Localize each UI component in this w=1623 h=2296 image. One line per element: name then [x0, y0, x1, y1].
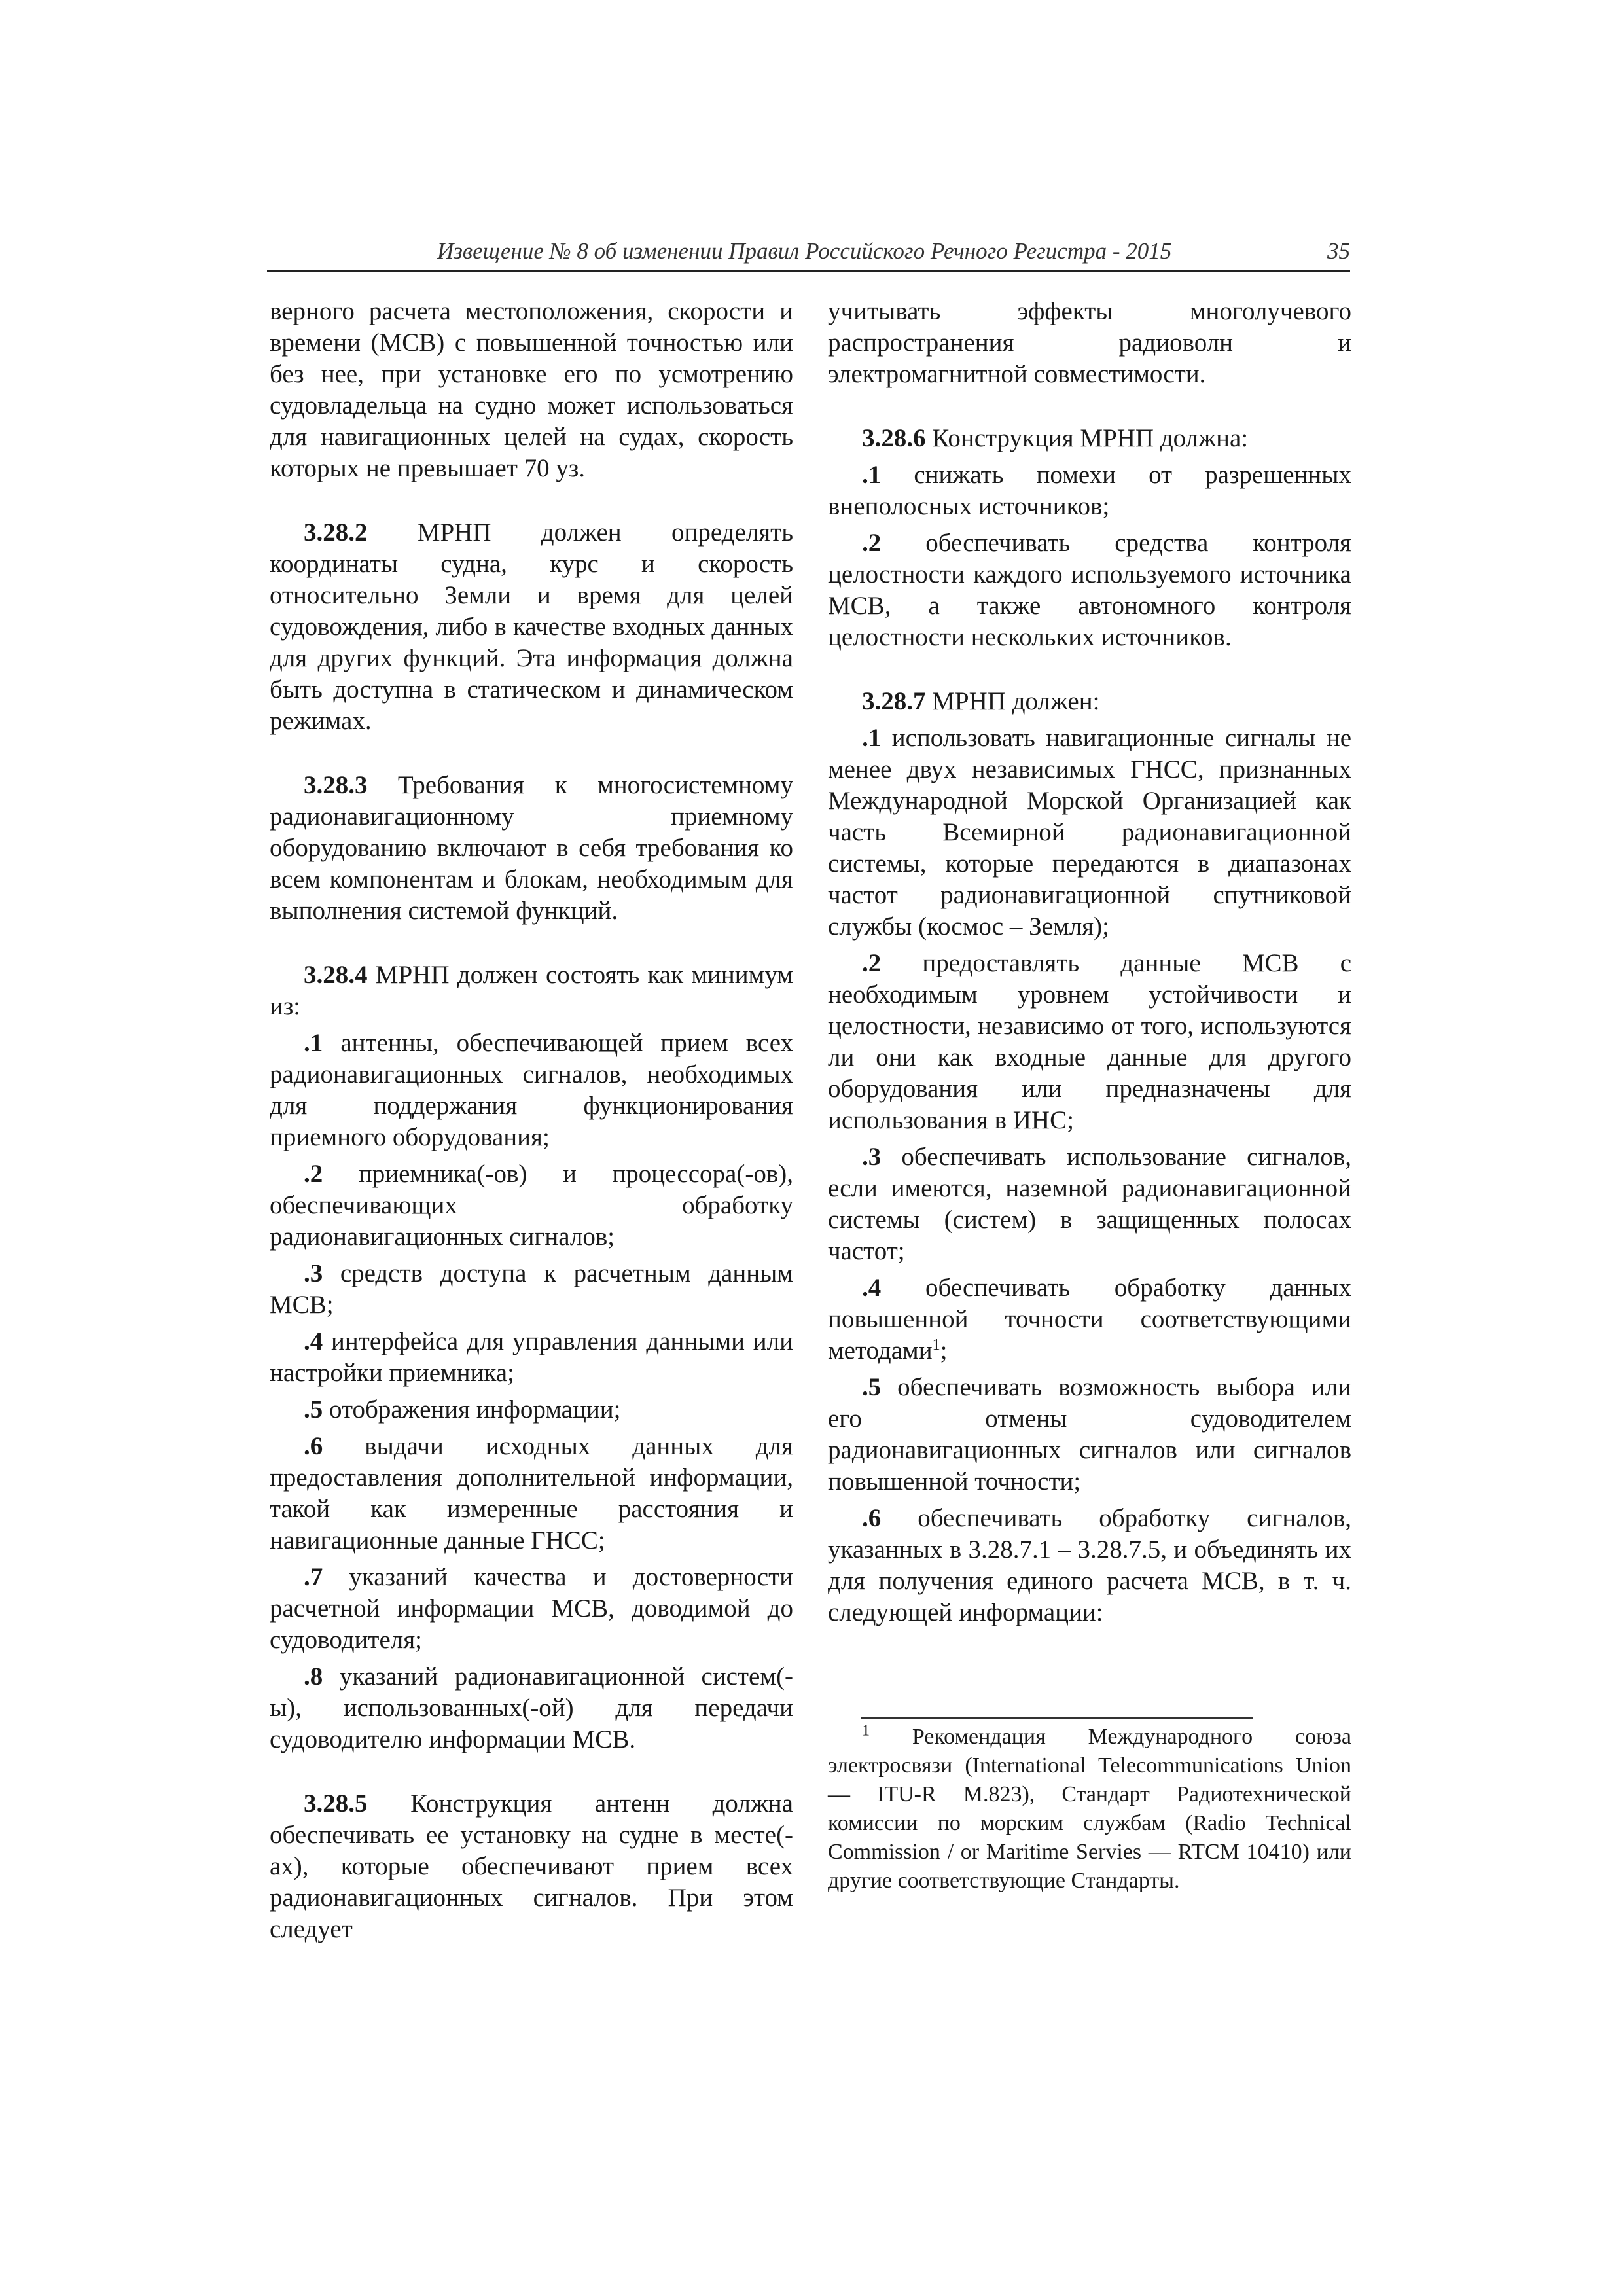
list-item	[828, 1372, 1351, 1498]
item-text: средств доступа к расчетным данным МСВ;	[270, 1259, 793, 1319]
footnote-text: Рекомендация Международного союза электросвязи (International Telecommunications Union — ITU-R M.823), Стандарт Радиотехнической комиссии по морским службам (Radio Technical Commission / or Maritime Servies — RTCM 10410) или другие соответствующие Стандарты.	[828, 1725, 1351, 1893]
section-text: МРНП должен состоять как минимум из:	[270, 961, 793, 1020]
section-3-28-3	[270, 770, 793, 927]
item-text: использовать навигационные сигналы не менее двух независимых ГНСС, признанных Международной Морской Организацией как часть Всемирной радионавигационной системы, которые передаются в диапазонах частот радионавигационной спутниковой службы (космос – Земля);	[828, 724, 1351, 941]
list-item	[270, 1661, 793, 1755]
footnote-mark: 1	[862, 1722, 870, 1740]
section-text: МРНП должен:	[925, 687, 1100, 715]
item-number: .2	[862, 949, 882, 977]
section-text: Конструкция МРНП должна:	[925, 424, 1249, 452]
item-number: .2	[304, 1160, 323, 1188]
item-text: обеспечивать использование сигналов, если имеются, наземной радионавигационной системы (систем) в защищенных полосах частот;	[828, 1143, 1351, 1265]
item-number: .6	[304, 1432, 323, 1460]
item-text: указаний радионавигационной систем(-ы), использованных(-ой) для передачи судоводителю информации МСВ.	[270, 1662, 793, 1753]
item-number: .1	[862, 461, 882, 489]
item-text: антенны, обеспечивающей прием всех радионавигационных сигналов, необходимых для поддержания функционирования приемного оборудования;	[270, 1029, 793, 1151]
right-column	[828, 296, 1351, 1895]
section-3-28-6	[828, 423, 1351, 454]
paragraph-continuation: учитывать эффекты многолучевого распространения радиоволн и электромагнитной совместимости.	[828, 297, 1351, 388]
section-number: 3.28.7	[862, 687, 926, 715]
page-number: 35	[1327, 238, 1350, 264]
item-number: .8	[304, 1662, 323, 1691]
section-text: Требования к многосистемному радионавигационному приемному оборудованию включают в себя требования ко всем компонентам и блокам, необходимым для выполнения системой функций.	[270, 771, 793, 925]
item-text: обеспечивать средства контроля целостности каждого используемого источника МСВ, а также автономного контроля целостности нескольких источников.	[828, 529, 1351, 651]
item-number: .1	[304, 1029, 323, 1057]
item-text: обеспечивать возможность выбора или его отмены судоводителем радионавигационных сигналов или сигналов повышенной точности;	[828, 1373, 1351, 1496]
section-number: 3.28.4	[304, 961, 368, 989]
footnote	[828, 1723, 1351, 1895]
list-item	[828, 1503, 1351, 1628]
section-number: 3.28.2	[304, 518, 368, 547]
item-text: приемника(-ов) и процессора(-ов), обеспечивающих обработку радионавигационных сигналов;	[270, 1160, 793, 1251]
left-column	[270, 296, 793, 1945]
list-item	[270, 1431, 793, 1556]
item-number: .7	[304, 1563, 323, 1591]
footnote-divider	[861, 1717, 1253, 1719]
item-number: .3	[862, 1143, 882, 1171]
section-3-28-7	[828, 686, 1351, 717]
section-number: 3.28.6	[862, 424, 926, 452]
section-text: МРНП должен определять координаты судна, курс и скорость относительно Земли и время для целей судовождения, либо в качестве входных данных для других функций. Эта информация должна быть доступна в статическом и динамическом режимах.	[270, 518, 793, 735]
list-item	[270, 1562, 793, 1656]
section-text: Конструкция антенн должна обеспечивать ее установку на судне в месте(-ах), которые обеспечивают прием всех радионавигационных сигналов. При этом следует	[270, 1789, 793, 1943]
list-item	[270, 1158, 793, 1253]
item-text: обеспечивать обработку данных повышенной точности соответствующими методами	[828, 1274, 1351, 1365]
item-text: отображения информации;	[323, 1395, 621, 1424]
section-number: 3.28.3	[304, 771, 368, 799]
item-number: .4	[862, 1274, 882, 1302]
item-text: обеспечивать обработку сигналов, указанных в 3.28.7.1 – 3.28.7.5, и объединять их для получения единого расчета МСВ, в т. ч. следующей информации:	[828, 1504, 1351, 1626]
list-item	[270, 1258, 793, 1321]
running-title: Извещение № 8 об изменении Правил Российского Речного Регистра - 2015	[437, 238, 1172, 264]
section-3-28-4	[270, 960, 793, 1022]
list-item	[828, 459, 1351, 522]
item-number: .6	[862, 1504, 882, 1532]
section-3-28-2	[270, 517, 793, 737]
item-text: интерфейса для управления данными или настройки приемника;	[270, 1327, 793, 1387]
list-item	[828, 528, 1351, 653]
section-number: 3.28.5	[304, 1789, 368, 1818]
item-number: .2	[862, 529, 882, 557]
page-header	[267, 237, 1350, 272]
item-number: .1	[862, 724, 882, 752]
list-item	[828, 723, 1351, 942]
list-item	[828, 1272, 1351, 1367]
item-text: указаний качества и достоверности расчетной информации МСВ, доводимой до судоводителя;	[270, 1563, 793, 1654]
paragraph-intro: верного расчета местоположения, скорости и времени (МСВ) с повышенной точностью или без нее, при установке его по усмотрению судовладельца на судно может использоваться для навигационных целей на судах, скорость которых не превышает 70 уз.	[270, 297, 793, 482]
list-item	[270, 1394, 793, 1426]
footnote-reference[interactable]: 1	[932, 1336, 940, 1354]
item-number: .4	[304, 1327, 323, 1355]
list-item	[270, 1028, 793, 1153]
item-text-tail: ;	[940, 1336, 948, 1365]
section-3-28-5	[270, 1788, 793, 1945]
item-text: выдачи исходных данных для предоставления дополнительной информации, такой как измеренные расстояния и навигационные данные ГНСС;	[270, 1432, 793, 1554]
item-number: .3	[304, 1259, 323, 1287]
list-item	[828, 1141, 1351, 1267]
list-item	[270, 1326, 793, 1389]
item-text: предоставлять данные МСВ с необходимым уровнем устойчивости и целостности, независимо от того, используются ли они как входные данные для другого оборудования или предназначены для использования в ИНС;	[828, 949, 1351, 1134]
item-number: .5	[862, 1373, 882, 1401]
list-item	[828, 948, 1351, 1136]
item-text: снижать помехи от разрешенных внеполосных источников;	[828, 461, 1351, 520]
item-number: .5	[304, 1395, 323, 1424]
